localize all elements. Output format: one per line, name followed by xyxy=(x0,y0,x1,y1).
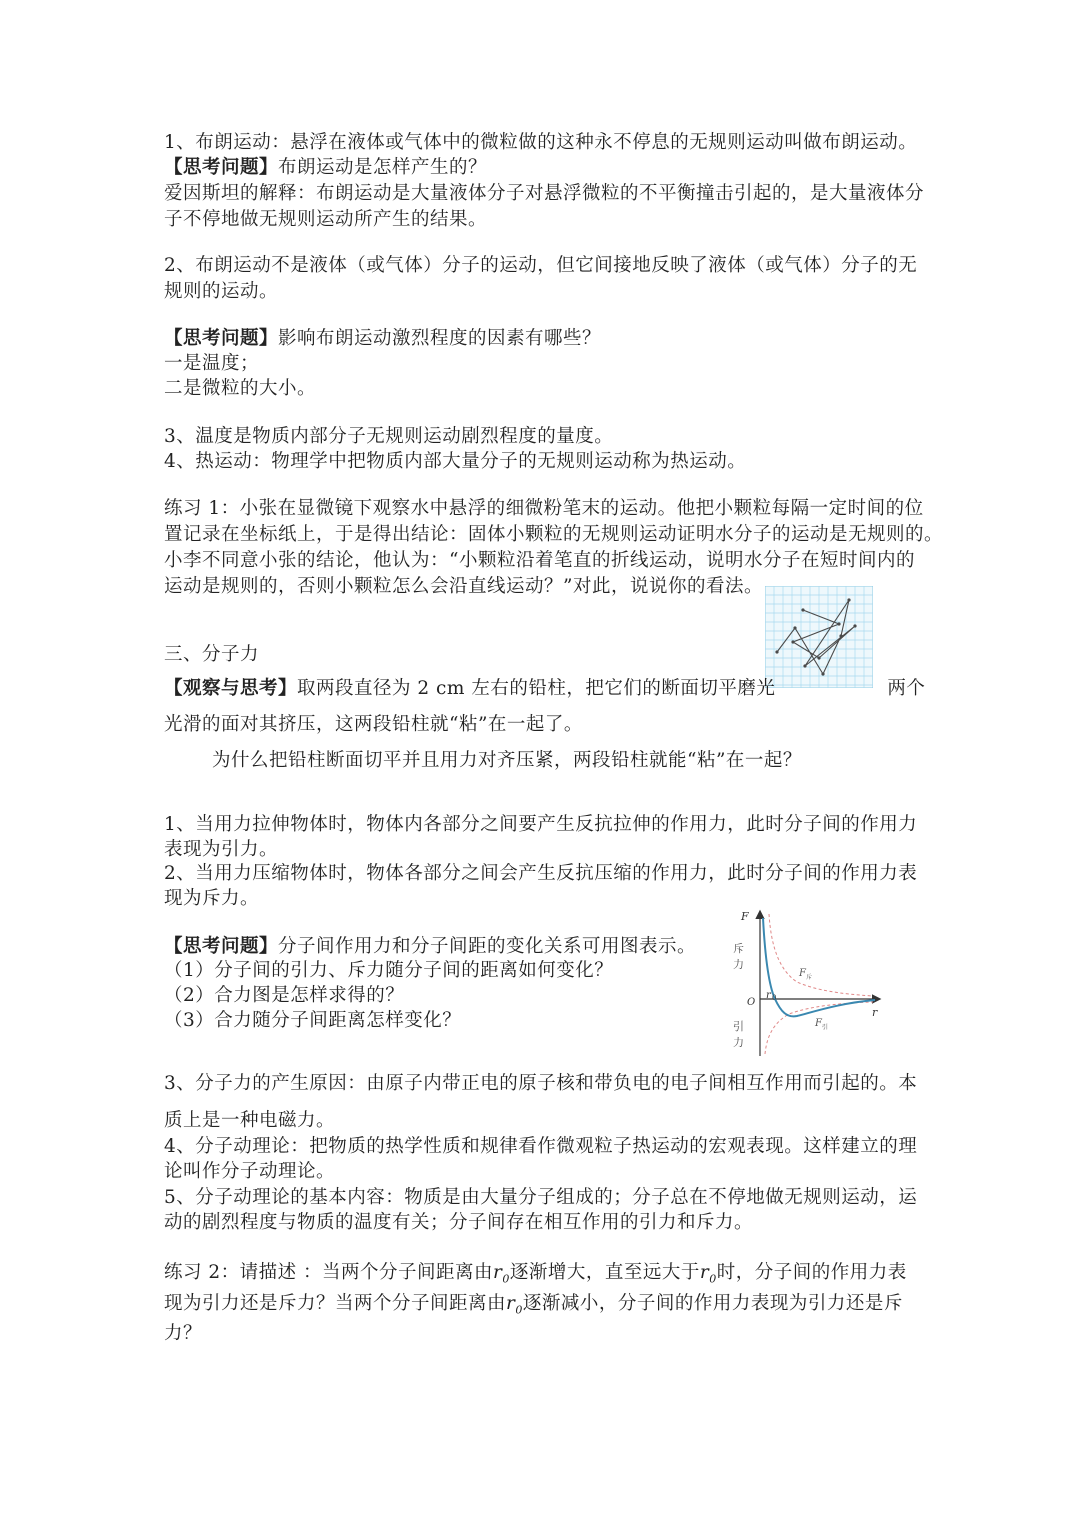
sub-question-1: （1）分子间的引力、斥力随分子间的距离如何变化？ xyxy=(164,960,614,981)
para-2-line2: 规则的运动。 xyxy=(164,281,279,302)
exercise-2-text-a: 练习 2：请描述 ：当两个分子间距离由 xyxy=(164,1262,494,1283)
sub-question-3: （3）合力随分子间距离怎样变化？ xyxy=(164,1010,462,1031)
think-question-3 xyxy=(164,934,696,960)
think-question-2 xyxy=(164,326,601,352)
label-r0-sub: 0 xyxy=(772,994,777,1002)
molecular-force-graph xyxy=(725,906,885,1058)
para-brownian-definition: 1、布朗运动：悬浮在液体或气体中的微粒做的这种永不停息的无规则运动叫做布朗运动。 xyxy=(164,132,918,153)
r0-symbol xyxy=(506,1293,523,1317)
observe-text-end: 两个 xyxy=(887,678,926,699)
think-question-1 xyxy=(164,155,487,181)
exercise-2-text-d: 现为引力还是斥力？当两个分子间距离由 xyxy=(164,1293,507,1314)
label-li: 力 xyxy=(733,958,744,971)
label-f-repulsive-sub: 斥 xyxy=(806,974,813,981)
brownian-grid-figure xyxy=(765,586,873,688)
para-force-origin-line1: 3、分子力的产生原因：由原子内带正电的原子核和带负电的电子间相互作用而引起的。本 xyxy=(164,1073,918,1094)
para-force-origin-line2: 质上是一种电磁力。 xyxy=(164,1110,336,1131)
exercise-2-line2 xyxy=(164,1291,903,1324)
observe-think-line2: 光滑的面对其挤压，这两段铅柱就“粘”在一起了。 xyxy=(164,714,583,735)
r0-subscript: 0 xyxy=(502,1272,510,1286)
observe-label: 【观察与思考】 xyxy=(164,678,298,699)
exercise-1-line2: 置记录在坐标纸上，于是得出结论：固体小颗粒的无规则运动证明水分子的运动是无规则的。 xyxy=(164,524,944,545)
section-3-heading: 三、分子力 xyxy=(164,644,260,665)
para-kinetic-content-line2: 动的剧烈程度与物质的温度有关；分子间存在相互作用的引力和斥力。 xyxy=(164,1212,754,1233)
exercise-2-text-c: 时，分子间的作用力表 xyxy=(716,1262,907,1283)
label-yin: 引 xyxy=(733,1020,744,1033)
r0-symbol xyxy=(493,1262,510,1286)
label-origin: O xyxy=(747,997,756,1008)
question-text: 布朗运动是怎样产生的？ xyxy=(278,157,488,178)
r0-letter: r xyxy=(493,1262,503,1283)
molecular-force-1-line1: 1、当用力拉伸物体时，物体内各部分之间要产生反抗拉伸的作用力，此时分子间的作用力 xyxy=(164,814,918,835)
exercise-1-line3: 小李不同意小张的结论，他认为：“小颗粒沿着笔直的折线运动，说明水分子在短时间内的 xyxy=(164,550,915,571)
observe-question: 为什么把铅柱断面切平并且用力对齐压紧，两段铅柱就能“粘”在一起？ xyxy=(212,750,802,771)
r0-letter: r xyxy=(699,1262,710,1283)
question-text: 影响布朗运动激烈程度的因素有哪些？ xyxy=(278,328,602,349)
label-r: r xyxy=(872,1006,878,1019)
r0-letter: r xyxy=(506,1293,516,1314)
think-label: 【思考问题】 xyxy=(164,157,279,178)
factor-size: 二是微粒的大小。 xyxy=(164,378,317,399)
exercise-2-line3: 力？ xyxy=(164,1323,203,1344)
exercise-1-line1: 练习 1：小张在显微镜下观察水中悬浮的细微粉笔末的运动。他把小颗粒每隔一定时间的位 xyxy=(164,498,924,519)
label-chi: 斥 xyxy=(733,942,744,955)
exercise-2-text-e: 逐渐减小，分子间的作用力表现为引力还是斥 xyxy=(522,1293,903,1314)
para-2-line1: 2、布朗运动不是液体（或气体）分子的运动，但它间接地反映了液体（或气体）分子的无 xyxy=(164,255,918,276)
label-li2: 力 xyxy=(733,1036,744,1049)
observe-think-line1 xyxy=(164,676,925,702)
r0-subscript: 0 xyxy=(515,1303,523,1317)
label-f-attractive-sub: 引 xyxy=(822,1024,829,1031)
para-kinetic-theory-line2: 论叫作分子动理论。 xyxy=(164,1161,336,1182)
r0-subscript: 0 xyxy=(709,1272,717,1286)
think-label: 【思考问题】 xyxy=(164,328,279,349)
label-f-attractive: F xyxy=(815,1018,822,1029)
factor-temperature: 一是温度； xyxy=(164,353,260,374)
question-text: 分子间作用力和分子间距的变化关系可用图表示。 xyxy=(278,936,697,957)
label-f-repulsive: F xyxy=(799,968,806,979)
para-kinetic-theory-line1: 4、分子动理论：把物质的热学性质和规律看作微观粒子热运动的宏观表现。这样建立的理 xyxy=(164,1136,918,1157)
resultant-force-curve xyxy=(763,918,875,1016)
einstein-explanation-2: 子不停地做无规则运动所产生的结果。 xyxy=(164,209,488,230)
think-label: 【思考问题】 xyxy=(164,936,279,957)
para-kinetic-content-line1: 5、分子动理论的基本内容：物质是由大量分子组成的；分子总在不停地做无规则运动，运 xyxy=(164,1187,918,1208)
exercise-1-line4: 运动是规则的，否则小颗粒怎么会沿直线运动？”对此，说说你的看法。 xyxy=(164,576,763,597)
label-F: F xyxy=(741,910,749,923)
molecular-force-1-line2: 表现为引力。 xyxy=(164,839,279,860)
exercise-2-text-b: 逐渐增大，直至远大于 xyxy=(509,1262,700,1283)
r0-symbol xyxy=(699,1262,717,1286)
label-r0: r xyxy=(766,990,771,1001)
molecular-force-2-line1: 2、当用力压缩物体时，物体各部分之间会产生反抗压缩的作用力，此时分子间的作用力表 xyxy=(164,863,918,884)
einstein-explanation-1: 爱因斯坦的解释：布朗运动是大量液体分子对悬浮微粒的不平衡撞击引起的，是大量液体分 xyxy=(164,183,925,204)
sub-question-2: （2）合力图是怎样求得的？ xyxy=(164,985,405,1006)
observe-text: 取两段直径为 2 cm 左右的铅柱，把它们的断面切平磨光 xyxy=(297,678,776,699)
para-3-temperature: 3、温度是物质内部分子无规则运动剧烈程度的量度。 xyxy=(164,426,614,447)
molecular-force-2-line2: 现为斥力。 xyxy=(164,888,260,909)
para-4-thermal-motion: 4、热运动：物理学中把物质内部大量分子的无规则运动称为热运动。 xyxy=(164,451,747,472)
repulsive-force-curve xyxy=(769,914,873,996)
exercise-2-line1 xyxy=(164,1260,907,1293)
